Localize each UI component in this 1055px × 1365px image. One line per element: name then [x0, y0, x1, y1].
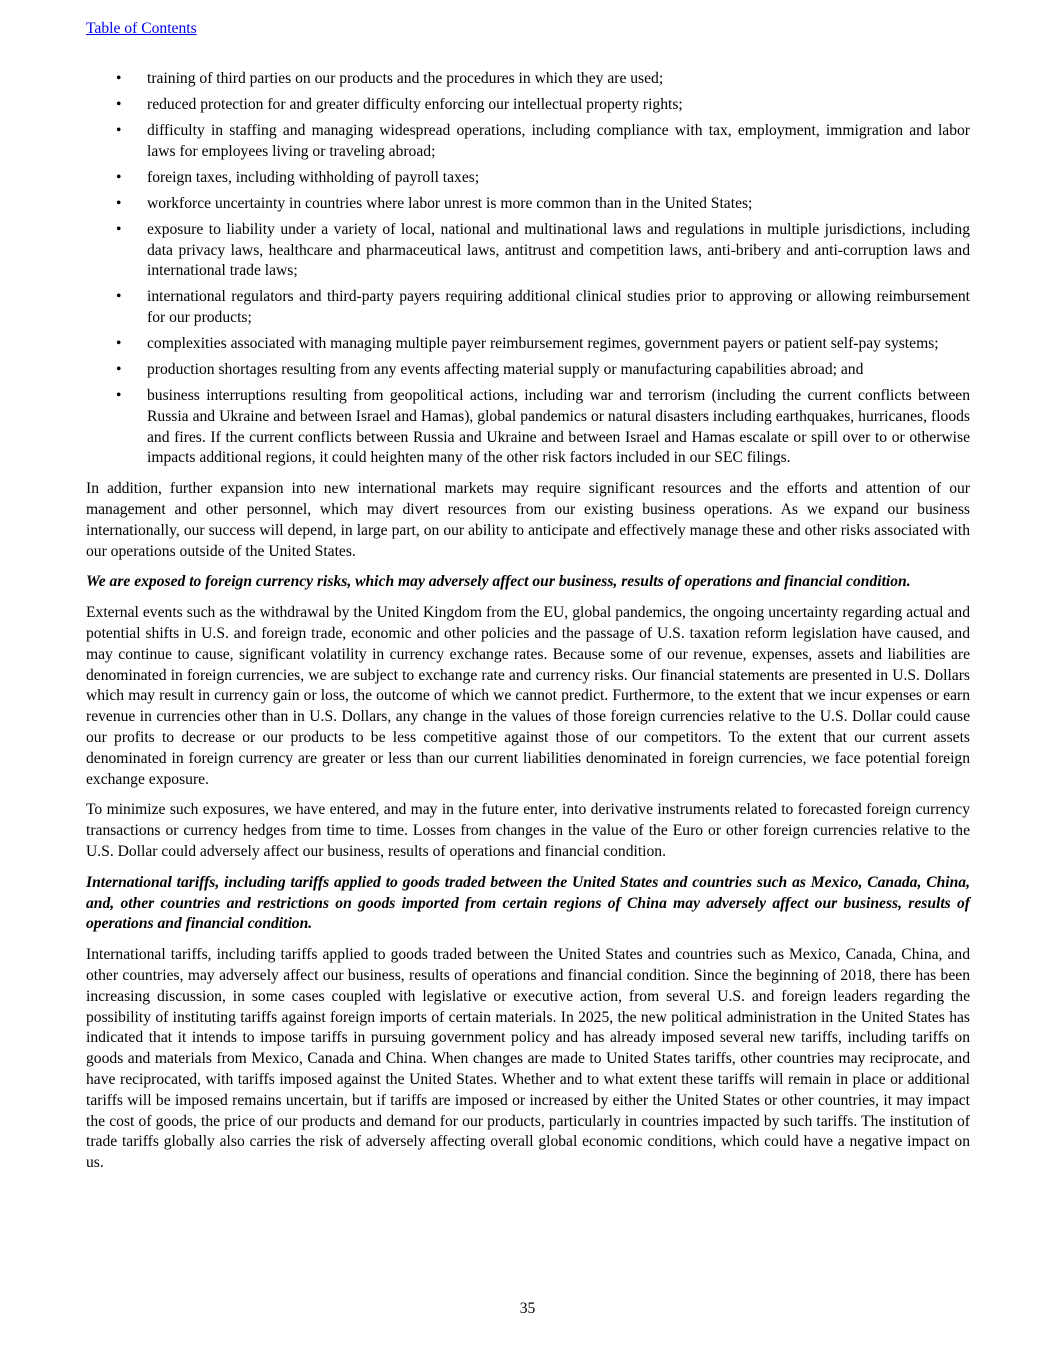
table-of-contents-link[interactable]: Table of Contents [86, 20, 197, 37]
bullet-icon: • [116, 121, 122, 139]
hedging-paragraph: To minimize such exposures, we have entered, and may in the future enter, into derivative instruments related to forecasted foreign currency transactions or currency hedges from time to time. Losses from changes in the value of the Euro or other foreign currencies relative to the U.S. Dollar could adversely affect our business, results of operations and financial condition. [86, 801, 970, 860]
list-item [86, 194, 970, 215]
bullet-text: production shortages resulting from any events affecting material supply or manufacturing capabilities abroad; and [147, 361, 864, 379]
page-number: 35 [519, 1300, 536, 1317]
bullet-text: international regulators and third-party payers requiring additional clinical studies prior to approving or allowing reimbursement for our products; [147, 288, 970, 327]
bullet-icon: • [116, 95, 122, 113]
bullet-text: training of third parties on our products and the procedures in which they are used; [147, 70, 664, 87]
bullet-icon: • [116, 361, 122, 379]
bullet-text: reduced protection for and greater difficulty enforcing our intellectual property rights; [147, 95, 683, 113]
foreign-currency-risk-heading: We are exposed to foreign currency risks, which may adversely affect our business, results of operations and financial condition. [86, 573, 911, 591]
document-page [86, 18, 970, 1174]
bullet-icon: • [116, 70, 122, 87]
bullet-text: difficulty in staffing and managing widespread operations, including compliance with tax, employment, immigration and labor laws for employees living or traveling abroad; [147, 121, 970, 160]
bullet-text: workforce uncertainty in countries where labor unrest is more common than in the United States; [147, 194, 753, 212]
list-item [86, 287, 970, 329]
bullet-icon: • [116, 194, 122, 212]
bullet-icon: • [116, 335, 122, 353]
international-expansion-paragraph: In addition, further expansion into new international markets may require significant resources and the efforts and attention of our management and other personnel, which may divert resources from our existing business operations. As we expand our business internationally, our success will depend, in large part, on our ability to anticipate and effectively manage these and other risks associated with our operations outside of the United States. [86, 480, 970, 560]
list-item [86, 360, 970, 381]
bullet-icon: • [116, 168, 122, 186]
exchange-rate-volatility-paragraph: External events such as the withdrawal by the United Kingdom from the EU, global pandemics, the ongoing uncertainty regarding actual and potential shifts in U.S. and foreign trade, economic and other policies and the passage of U.S. taxation reform legislation have caused, and may continue to cause, significant volatility in currency exchange rates. Because some of our revenue, expenses, assets and liabilities are denominated in foreign currencies, we are subject to exchange rate and currency risks. Our financial statements are presented in U.S. Dollars which may result in currency gain or loss, the outcome of which we cannot predict. Furthermore, to the extent that we incur expenses or earn revenue in currencies other than in U.S. Dollars, any change in the values of those foreign currencies relative to the U.S. Dollar could cause our profits to decrease or our products to be less competitive against those of our competitors. To the extent that our current assets denominated in foreign currency are greater or less than our current liabilities denominated in foreign currencies, we face potential foreign exchange exposure. [86, 604, 970, 788]
list-item [86, 220, 970, 282]
bullet-text: business interruptions resulting from geopolitical actions, including war and terrorism (including the current conflicts between Russia and Ukraine and between Israel and Hamas), global pandemics or natural disasters including earthquakes, hurricanes, floods and fires. If the current conflicts between Russia and Ukraine and between Israel and Hamas escalate or spill over to or otherwise impacts additional regions, it could heighten many of the other risk factors included in our SEC filings. [147, 387, 970, 467]
list-item [86, 334, 970, 355]
list-item [86, 386, 970, 469]
international-tariffs-heading: International tariffs, including tariffs applied to goods traded between the United States and countries such as Mexico, Canada, China, and, other countries and restrictions on goods imported from certain regions of China may adversely affect our business, results of operations and financial condition. [86, 873, 970, 933]
tariffs-paragraph: International tariffs, including tariffs applied to goods traded between the United States and countries such as Mexico, Canada, China, and other countries, may adversely affect our business, results of operations and financial condition. Since the beginning of 2018, there has been increasing discussion, in some cases coupled with legislative or executive action, from several U.S. and foreign leaders regarding the possibility of instituting tariffs against foreign imports of certain materials. In 2025, the new political administration in the United States has indicated that it intends to impose tariffs in pursuing government policy and has already imposed several new tariffs, including tariffs on goods and materials from Mexico, Canada and China. When changes are made to United States tariffs, other countries may reciprocate, and have reciprocated, with tariffs imposed against the United States. Whether and to what extent these tariffs will remain in place or additional tariffs will be imposed remains uncertain, but if tariffs are imposed or increased by either the United States or other countries, it may impact the cost of goods, the price of our products and demand for our products, particularly in countries impacted by such tariffs. The institution of trade tariffs globally also carries the risk of adversely affecting overall global economic conditions, which could have a negative impact on us. [86, 946, 970, 1172]
list-item [86, 95, 970, 116]
bullet-text: complexities associated with managing multiple payer reimbursement regimes, government payers or patient self-pay systems; [147, 335, 939, 353]
bullet-text: foreign taxes, including withholding of payroll taxes; [147, 168, 480, 186]
bullet-icon: • [116, 288, 122, 306]
bullet-icon: • [116, 220, 122, 238]
bullet-icon: • [116, 387, 122, 405]
list-item [86, 168, 970, 189]
list-item [86, 69, 970, 90]
list-item [86, 121, 970, 163]
bullet-text: exposure to liability under a variety of local, national and multinational laws and regulations in multiple jurisdictions, including data privacy laws, healthcare and pharmaceutical laws, antitrust and competition laws, anti-bribery and anti-corruption laws and international trade laws; [147, 220, 970, 280]
risk-bullet-list [86, 69, 970, 469]
